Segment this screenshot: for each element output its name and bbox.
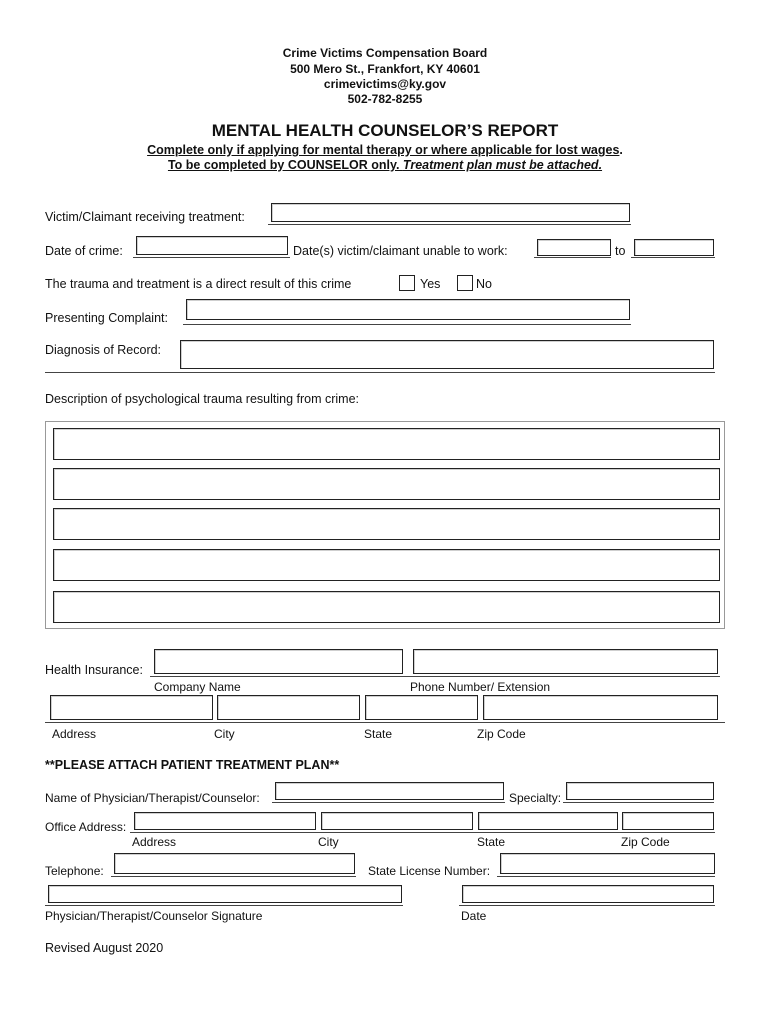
date-underline xyxy=(459,905,715,906)
insurance-phone-field[interactable] xyxy=(413,649,718,674)
yes-checkbox[interactable] xyxy=(399,275,415,291)
insurance-underline xyxy=(150,676,720,677)
page-title: MENTAL HEALTH COUNSELOR’S REPORT xyxy=(211,121,559,140)
diagnosis-label: Diagnosis of Record: xyxy=(45,343,162,357)
dates-unable-label: Date(s) victim/claimant unable to work: xyxy=(293,244,508,258)
victim-field[interactable] xyxy=(271,203,630,222)
telephone-underline xyxy=(111,876,356,877)
description-label: Description of psychological trauma resulting from crime: xyxy=(45,392,360,406)
address-caption: Address xyxy=(52,727,97,741)
complaint-underline xyxy=(183,324,631,325)
physician-name-underline xyxy=(272,802,505,803)
office-address-caption: Address xyxy=(132,835,177,849)
subtitle-line-2-text: To be completed by COUNSELOR only. xyxy=(167,158,403,172)
insurance-city-field[interactable] xyxy=(217,695,360,720)
specialty-underline xyxy=(563,802,714,803)
subtitle-line-2 xyxy=(0,158,770,173)
complaint-field[interactable] xyxy=(186,299,630,320)
date-field[interactable] xyxy=(462,885,714,903)
to-label: to xyxy=(615,244,626,258)
license-underline xyxy=(497,876,715,877)
signature-field[interactable] xyxy=(48,885,402,903)
org-name: Crime Victims Compensation Board xyxy=(282,46,488,60)
victim-label: Victim/Claimant receiving treatment: xyxy=(45,210,245,224)
office-address-field[interactable] xyxy=(134,812,316,830)
physician-name-label: Name of Physician/Therapist/Counselor: xyxy=(45,791,260,805)
org-email: crimevictims@ky.gov xyxy=(323,77,447,91)
date-from-underline xyxy=(534,257,611,258)
subtitle-line-1 xyxy=(0,143,770,158)
date-crime-label: Date of crime: xyxy=(45,244,123,258)
telephone-field[interactable] xyxy=(114,853,355,874)
specialty-field[interactable] xyxy=(566,782,714,800)
description-line-4[interactable] xyxy=(53,549,720,581)
subtitle-line-1-period: . xyxy=(619,143,623,157)
date-to-field[interactable] xyxy=(634,239,714,256)
no-checkbox[interactable] xyxy=(457,275,473,291)
office-zip-caption: Zip Code xyxy=(621,835,670,849)
subtitle-line-1-text: Complete only if applying for mental therapy or where applicable for lost wages xyxy=(147,143,620,157)
description-line-5[interactable] xyxy=(53,591,720,623)
no-label: No xyxy=(476,277,492,291)
office-address-label: Office Address: xyxy=(45,820,127,834)
office-state-caption: State xyxy=(477,835,506,849)
health-insurance-label: Health Insurance: xyxy=(45,663,143,677)
description-line-1[interactable] xyxy=(53,428,720,460)
date-crime-underline xyxy=(133,257,290,258)
insurance-address-underline xyxy=(45,722,725,723)
zip-caption: Zip Code xyxy=(477,727,526,741)
diagnosis-field[interactable] xyxy=(180,340,714,369)
insurance-state-field[interactable] xyxy=(365,695,478,720)
city-caption: City xyxy=(214,727,235,741)
phone-extension-caption: Phone Number/ Extension xyxy=(410,680,551,694)
state-caption: State xyxy=(364,727,393,741)
subtitle-line-2-italic: Treatment plan must be attached. xyxy=(402,158,603,172)
attach-notice: **PLEASE ATTACH PATIENT TREATMENT PLAN** xyxy=(45,758,340,772)
description-line-3[interactable] xyxy=(53,508,720,540)
insurance-company-field[interactable] xyxy=(154,649,403,674)
office-state-field[interactable] xyxy=(478,812,618,830)
revised-note: Revised August 2020 xyxy=(45,941,164,955)
trauma-label: The trauma and treatment is a direct result of this crime xyxy=(45,277,352,291)
insurance-address-field[interactable] xyxy=(50,695,213,720)
complaint-label: Presenting Complaint: xyxy=(45,311,168,325)
office-address-underline xyxy=(130,832,715,833)
telephone-label: Telephone: xyxy=(45,864,104,878)
victim-underline xyxy=(268,224,631,225)
insurance-zip-field[interactable] xyxy=(483,695,718,720)
org-phone: 502-782-8255 xyxy=(347,92,423,106)
signature-underline xyxy=(45,905,403,906)
office-city-caption: City xyxy=(318,835,339,849)
date-to-underline xyxy=(631,257,715,258)
office-zip-field[interactable] xyxy=(622,812,714,830)
physician-name-field[interactable] xyxy=(275,782,504,800)
license-field[interactable] xyxy=(500,853,715,874)
yes-label: Yes xyxy=(420,277,441,291)
company-name-caption: Company Name xyxy=(154,680,241,694)
description-line-2[interactable] xyxy=(53,468,720,500)
org-address: 500 Mero St., Frankfort, KY 40601 xyxy=(290,62,480,76)
license-label: State License Number: xyxy=(368,864,491,878)
office-city-field[interactable] xyxy=(321,812,473,830)
signature-caption: Physician/Therapist/Counselor Signature xyxy=(45,909,263,923)
date-caption: Date xyxy=(461,909,487,923)
date-crime-field[interactable] xyxy=(136,236,288,255)
diagnosis-underline xyxy=(45,372,715,373)
specialty-label: Specialty: xyxy=(509,791,562,805)
date-from-field[interactable] xyxy=(537,239,611,256)
